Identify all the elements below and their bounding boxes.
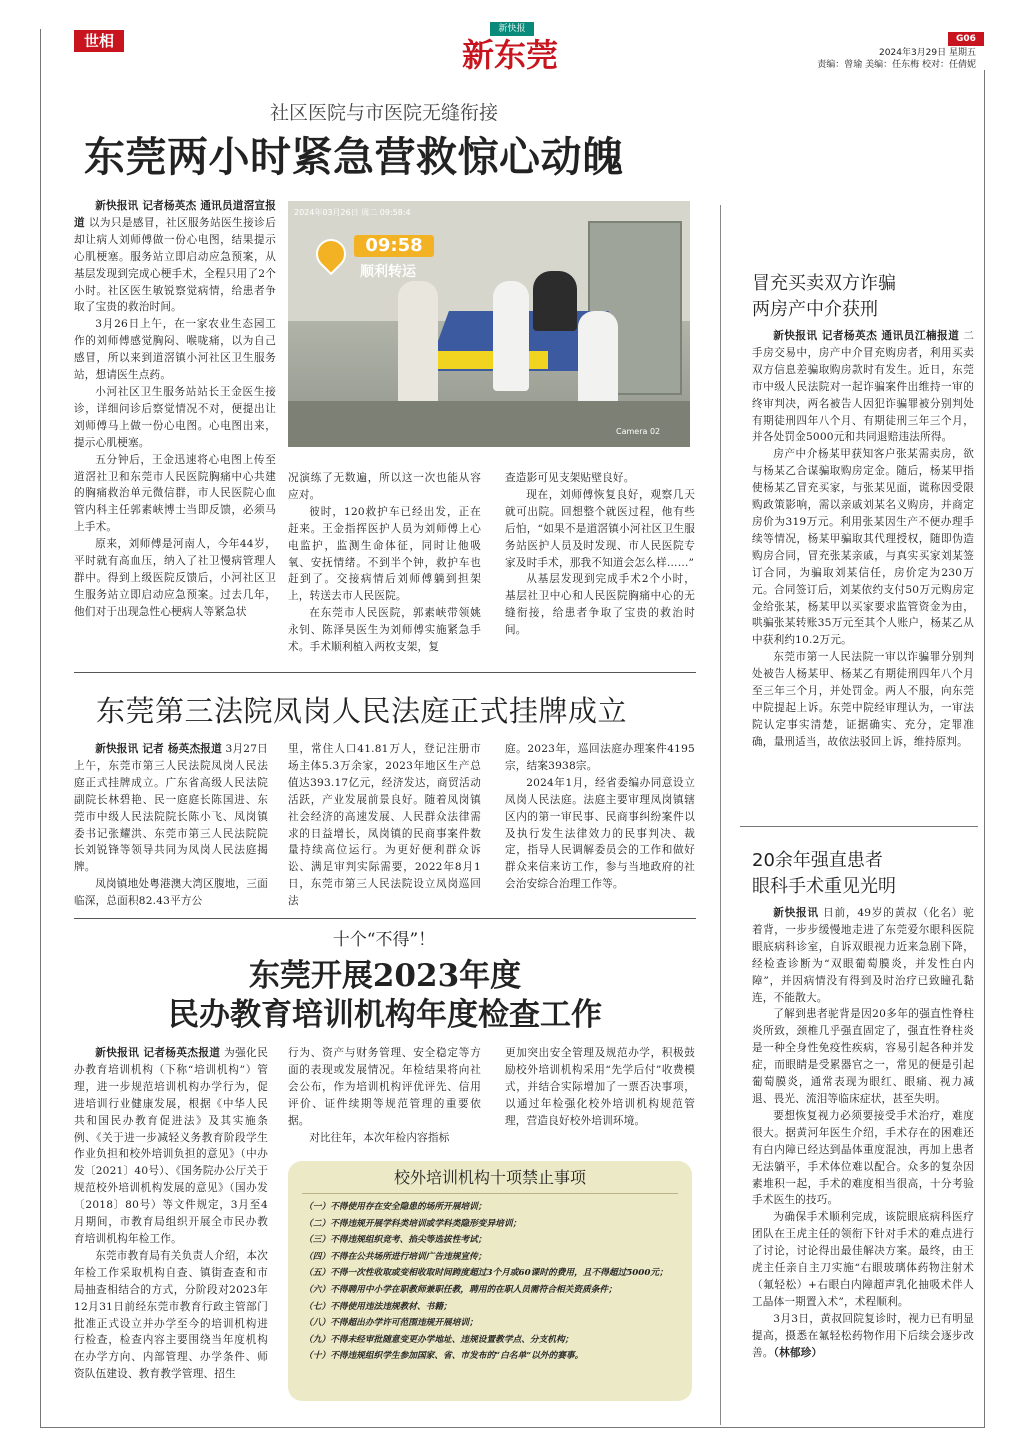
paragraph: 彼时，120救护车已经出发，正在赶来。王金指挥医护人员为刘师傅上心电监护，监测生命体征，同时让他吸氧、安抚情绪。不到半个钟，救护车也赶到了。交接病情后刘师傅躺到担架上，转送去市人民医院。 bbox=[288, 505, 481, 603]
list-item: （一）不得使用存在安全隐患的场所开展培训； bbox=[304, 1202, 487, 1212]
prohibitions-list bbox=[304, 1199, 678, 1365]
paragraph: 五分钟后，王金迅速将心电图上传至道滘社卫和东莞市人民医院胸痛中心共建的胸痛救治单元微信群，市人民医院心血管内科主任郭素峡博士当即反馈，必须马上手术。 bbox=[74, 453, 276, 534]
story3-column-2 bbox=[288, 1045, 481, 1146]
story4-headline-line2: 两房产中介获刑 bbox=[752, 299, 878, 320]
paragraph: 对比往年，本次年检内容指标 bbox=[309, 1131, 450, 1144]
paragraph: 2024年1月，经省委编办同意设立凤岗人民法庭。法庭主要审理凤岗镇辖区内的第一审民事、民商事纠纷案件以及执行发生法律效力的民事判决、裁定，指导人民调解委员会的工作和做好群众来信来访工作，参与当地政府的社会治安综合治理工作等。 bbox=[505, 776, 695, 891]
photo-person bbox=[533, 271, 577, 331]
list-item: （四）不得在公共场所进行培训广告违规宣传； bbox=[304, 1251, 487, 1262]
paragraph: 新快报讯 记者杨英杰 通讯员江楠报道 二手房交易中，房产中介冒充购房者，利用买卖双方信息差骗取购房款时有发生。近日，东莞市中级人民法院对一起诈骗案件出维持一审的终审判决，两名被告人因犯诈骗罪被分别判处有期徒刑四年八个月、有期徒刑三年三个月，并各处罚金5000元和共同退赔违法所得。 bbox=[752, 330, 974, 444]
story1-column-2 bbox=[288, 470, 481, 656]
photo-badge-text: 顺利转运 bbox=[360, 264, 416, 280]
story2-column-1 bbox=[74, 741, 268, 910]
paragraph: 在东莞市人民医院，郭素峡带领姚永钊、陈泽昊医生为刘师傅实施紧急手术。手术顺利植入两枚支架，复 bbox=[288, 607, 481, 654]
photo-camera-label: Camera 02 bbox=[616, 427, 661, 436]
small-badge: 新快报 bbox=[490, 22, 534, 36]
right-column-divider bbox=[720, 205, 721, 1425]
photo-person bbox=[493, 281, 529, 391]
prohibitions-box-rule bbox=[302, 1193, 678, 1194]
photo-badge-time: 09:58 bbox=[354, 235, 434, 257]
photo-stretcher bbox=[428, 351, 548, 369]
date-line: 2024年3月29日 星期五 bbox=[879, 48, 976, 58]
paragraph: 行为、资产与财务管理、安全稳定等方面的表现或发展情况。年检结果将向社会公布，作为培训机构评优评先、信用评价、证件续期等规范管理的重要依据。 bbox=[288, 1047, 481, 1127]
paragraph: 了解到患者驼背是因20多年的强直性脊柱炎所致，颈椎几乎强直固定了，强直性脊柱炎是一种全身性免疫性疾病，容易引起各种并发症，而眼睛是受累器官之一，常见的便是引起葡萄膜炎，通常表现为眼红、眼痛、视力减退、畏光、流泪等临床症状，甚至失明。 bbox=[752, 1008, 974, 1105]
paragraph: 凤岗镇地处粤港澳大湾区腹地，三面临深，总面积82.43平方公 bbox=[74, 878, 268, 908]
paragraph: 新快报讯 记者 杨英杰报道 3月27日上午，东莞市第三人民法院凤岗人民法庭正式挂牌成立。广东省高级人民法院副院长林碧艳、民一庭庭长陈国进、东莞市中级人民法院院长陈小飞、凤岗镇委书记张耀洪、东莞市第三人民法院院长刘锐锋等领导共同为凤岗人民法庭揭牌。 bbox=[74, 743, 268, 874]
bottom-page-rule bbox=[40, 1427, 984, 1428]
paragraph: 况演练了无数遍，所以这一次也能从容应对。 bbox=[288, 472, 481, 501]
paragraph: 新快报讯 记者杨英杰 通讯员道滘宣报道 以为只是感冒，社区服务站医生接诊后却让病人刘师傅做一份心电图，结果提示心肌梗塞。服务站立即启动应急预案，从基层发现到完成心梗手术，全程只用了2个小时。社区医生敏锐察觉病情，给患者争取了宝贵的救治时间。 bbox=[74, 200, 276, 314]
story-divider-1 bbox=[74, 672, 696, 673]
paragraph: 3月3日，黄叔回院复诊时，视力已有明显提高，摄悉在氟轻松药物作用下后续会逐步改善。（林郁珍） bbox=[752, 1312, 974, 1359]
left-page-rule bbox=[40, 29, 41, 1427]
story2-headline: 东莞第三法院凤岗人民法庭正式挂牌成立 bbox=[96, 694, 628, 728]
section-title: 新东莞 bbox=[461, 36, 558, 74]
story1-column-3 bbox=[505, 470, 695, 639]
story-divider-right bbox=[740, 826, 978, 827]
paragraph: 房产中介杨某甲获知客户张某需卖房，欲与杨某乙合谋骗取购房定金。随后，杨某甲指使杨某乙冒充买家，与张某见面，谎称因受限购政策影响，需以亲戚刘某名义购房，并商定房价为319万元。利用张某因生产不便办理手续等情况，杨某甲骗取其代理授权，随即伪造购房合同，冒充张某亲戚，与真实买家刘某签订合同，为骗取刘某信任，房价定为230万元。合同签订后，刘某依约支付50万元购房定金给张某，杨某甲以买家要求监管资金为由，哄骗张某转账35万元至其个人账户，杨某乙从中获利约10.2万元。 bbox=[752, 448, 974, 647]
paragraph: 里，常住人口41.81万人，登记注册市场主体5.3万余家，2023年地区生产总值达393.17亿元，经济发达，商贸活动活跃，产业发展前景良好。随着凤岗镇社会经济的高速发展、人民群众法律需求的日益增长，凤岗镇的民商事案件数量持续高位运行。为更好便利群众诉讼、满足审判实际需要，2022年8月1日，东莞市第三人民法院设立凤岗巡回法 bbox=[288, 743, 481, 908]
paragraph: 新快报讯 记者杨英杰报道 为强化民办教育培训机构（下称“培训机构”）管理，进一步规范培训机构办学行为，促进培训行业健康发展，根据《中华人民共和国民办教育促进法》及其实施条例、《关于进一步减轻义务教育阶段学生作业负担和校外培训负担的意见》（中办发〔2021〕40号）、《国务院办公厅关于规范校外培训机构发展的意见》（国办发〔2018〕80号）等文件规定，3月至4月期间，市教育局组织开展全市民办教育培训机构年检工作。 bbox=[74, 1047, 268, 1245]
story5-headline-line2: 眼科手术重见光明 bbox=[752, 876, 896, 897]
story3-kicker: 十个“不得”！ bbox=[332, 930, 436, 950]
paragraph: 现在，刘师傅恢复良好，观察几天就可出院。回想整个就医过程，他有些后怕，“如果不是道滘镇小河社区卫生服务站医护人员及时发现、市人民医院专家及时手术，那我不知道会怎么样……” bbox=[505, 488, 695, 569]
story4-headline-line1: 冒充买卖双方诈骗 bbox=[752, 273, 896, 294]
paragraph: 新快报讯 日前，49岁的黄叔（化名）驼着背，一步步缓慢地走进了东莞爱尔眼科医院眼底病科诊室，自诉双眼视力近来急剧下降，经检查诊断为“双眼葡萄膜炎，并发性白内障”，并因病情没有得到及时治疗已致瞳孔黏连，不能散大。 bbox=[752, 907, 974, 1004]
story2-column-2 bbox=[288, 741, 481, 910]
story5-headline-line1: 20余年强直患者 bbox=[752, 850, 883, 871]
story1-column-1 bbox=[74, 198, 276, 621]
paragraph: 原来，刘师傅是河南人，今年44岁，平时就有高血压，纳入了社卫慢病管理人群中。得到上级医院反馈后，小河社区卫生服务站立即启动应急预案。过去几年，他们对于出现急性心梗病人等紧急状 bbox=[74, 538, 276, 618]
photo-timestamp: 2024年03月26日 周二 09:58:4 bbox=[294, 208, 411, 217]
story-divider-2 bbox=[74, 918, 696, 919]
story1-headline: 东莞两小时紧急营救惊心动魄 bbox=[84, 133, 624, 181]
masthead bbox=[0, 0, 1024, 80]
paragraph: 查造影可见支架贴壁良好。 bbox=[505, 472, 635, 484]
paragraph: 东莞市教育局有关负责人介绍，本次年检工作采取机构自查、镇街查查和市局抽查相结合的方式，分阶段对2023年12月31日前经东莞市教育行政主管部门批准正式设立并办学至今的培训机构进行检查，检查内容主要围绕当年度机构在办学方向、内部管理、办学条件、师资队伍建设、教育教学管理、招生 bbox=[74, 1249, 268, 1381]
corner-label: 世相 bbox=[74, 30, 124, 52]
story3-headline-line1: 东莞开展2023年度 bbox=[248, 958, 522, 994]
story1-kicker: 社区医院与市医院无缝衔接 bbox=[270, 102, 499, 124]
story3-column-3 bbox=[505, 1045, 695, 1130]
paragraph: 更加突出安全管理及规范办学，积极鼓励校外培训机构采用“先学后付”收费模式，并结合实际增加了一票否决事项，以通过年检强化校外培训机构规范管理，营造良好校外培训环境。 bbox=[505, 1047, 695, 1127]
story4-body bbox=[752, 328, 974, 751]
prohibitions-box-title: 校外培训机构十项禁止事项 bbox=[393, 1168, 586, 1187]
list-item: （六）不得聘用中小学在职教师兼职任教，聘用的在职人员需符合相关资质条件； bbox=[304, 1284, 617, 1295]
list-item: （七）不得使用违法违规教材、书籍； bbox=[304, 1301, 452, 1312]
list-item: （五）不得一次性收取或变相收取时间跨度超过3个月或60课时的费用，且不得超过5000元； bbox=[304, 1268, 668, 1279]
list-item: （三）不得违规组织竞考、掐尖等选拔性考试； bbox=[304, 1235, 487, 1246]
list-item: （九）不得未经审批随意变更办学地址、违规设置教学点、分支机构； bbox=[304, 1334, 574, 1345]
paragraph: 3月26日上午，在一家农业生态园工作的刘师傅感觉胸闷、喉咙痛，以为自己感冒，所以来到道滘镇小河社区卫生服务站，想请医生点药。 bbox=[74, 318, 276, 382]
story3-column-1 bbox=[74, 1045, 268, 1383]
story3-headline-line2: 民办教育培训机构年度检查工作 bbox=[168, 997, 602, 1033]
byline: （林郁珍） bbox=[773, 1346, 823, 1359]
list-item: （十）不得违规组织学生参加国家、省、市发布的“白名单”以外的赛事。 bbox=[304, 1351, 584, 1362]
editors-line: 责编：曾瑜 美编：任东梅 校对：任倩妮 bbox=[817, 60, 976, 70]
paragraph: 从基层发现到完成手术2个小时，基层社卫中心和人民医院胸痛中心的无缝衔接，给患者争取了宝贵的救治时间。 bbox=[505, 573, 695, 637]
story2-column-3 bbox=[505, 741, 695, 893]
page-number: G06 bbox=[948, 32, 984, 46]
prohibitions-box bbox=[288, 1161, 692, 1401]
right-page-rule bbox=[984, 70, 985, 1428]
paragraph: 庭。2023年，巡回法庭办理案件4195宗，结案3938宗。 bbox=[505, 743, 695, 772]
paragraph: 为确保手术顺利完成，该院眼底病科医疗团队在王虎主任的领衔下针对手术的难点进行了讨论，讨论得出最佳解决方案。最终，由王虎主任亲自主刀实施“右眼玻璃体药物注射术（氟轻松）+右眼白内障超声乳化抽吸术伴人工晶体一期置入术”，术程顺利。 bbox=[752, 1211, 974, 1308]
paragraph: 东莞市第一人民法院一审以诈骗罪分别判处被告人杨某甲、杨某乙有期徒刑四年八个月至三年三个月，并处罚金。两人不服，向东莞中院提起上诉。东莞中院经审理认为，一审法院认定事实清楚，证据确实、充分，定罪准确，量刑适当，故依法驳回上诉，维持原判。 bbox=[752, 651, 974, 748]
story1-photo bbox=[288, 201, 690, 447]
list-item: （八）不得超出办学许可范围违规开展培训； bbox=[304, 1318, 478, 1329]
photo-floor bbox=[288, 401, 690, 447]
paragraph: 小河社区卫生服务站站长王金医生接诊，详细问诊后察觉情况不对，便提出让刘师傅马上做一份心电图。心电图出来，提示心肌梗塞。 bbox=[74, 385, 276, 449]
paragraph: 要想恢复视力必须要接受手术治疗，难度很大。据黄河年医生介绍，手术存在的困难还有白内障已经达到晶体重度混浊，再加上患者无法躺平，手术体位难以配合。众多的复杂因素堆积一起，手术的难度相当很高，十分考验手术医生的技巧。 bbox=[752, 1109, 974, 1207]
story5-body bbox=[752, 905, 974, 1361]
list-item: （二）不得违规开展学科类培训或学科类隐形变异培训； bbox=[304, 1218, 522, 1229]
photo-person bbox=[398, 281, 438, 411]
